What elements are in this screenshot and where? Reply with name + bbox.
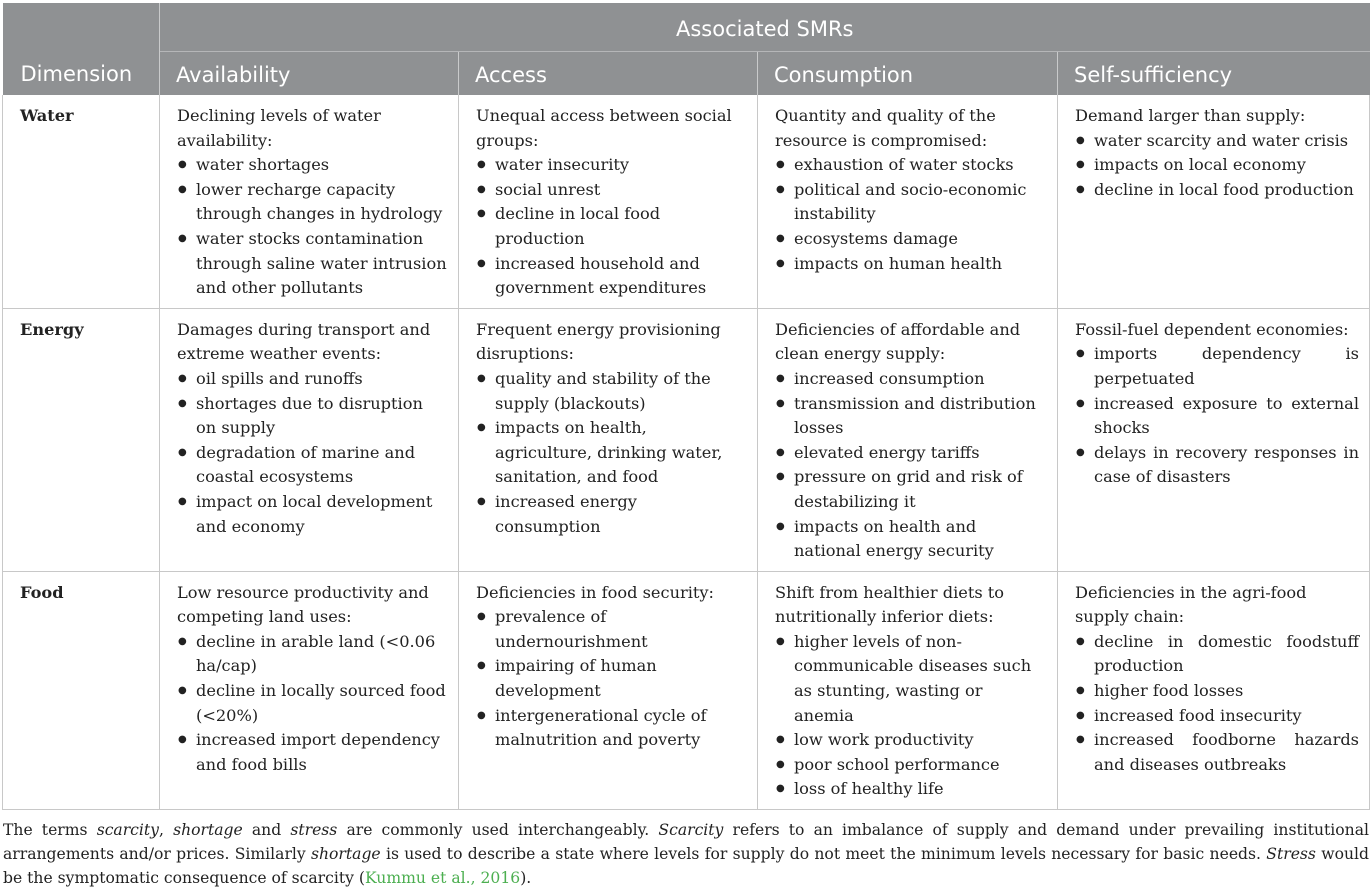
footnote-term: shortage <box>311 845 381 863</box>
list-item: ● impairing of human development <box>476 654 747 703</box>
list-item: ● increased food insecurity <box>1075 704 1359 729</box>
cell-intro: Deficiencies of affordable and clean energy supply: <box>775 319 1021 364</box>
header-availability: Availability <box>160 52 459 96</box>
header-access: Access <box>459 52 758 96</box>
list-item: ● loss of healthy life <box>775 777 1047 802</box>
cell-water-availability <box>160 95 459 308</box>
cell-intro: Fossil-fuel dependent economies: <box>1075 319 1349 339</box>
list-item: ● impact on local development and economy <box>177 490 448 539</box>
bullet-list <box>177 630 448 778</box>
table-footnote <box>3 818 1369 890</box>
list-item: ● higher food losses <box>1075 679 1359 704</box>
list-item: ● imports dependency is perpetuated <box>1075 342 1359 391</box>
list-item: ● low work productivity <box>775 728 1047 753</box>
cell-energy-self-sufficiency <box>1058 308 1370 571</box>
row-label-energy: Energy <box>3 308 160 571</box>
cell-intro: Deficiencies in the agri-food supply chain: <box>1075 582 1307 627</box>
row-label-food: Food <box>3 571 160 809</box>
footnote-text: ). <box>520 869 532 887</box>
list-item: ● increased consumption <box>775 367 1047 392</box>
bullet-list <box>1075 129 1359 203</box>
cell-energy-access <box>459 308 758 571</box>
cell-intro: Demand larger than supply: <box>1075 106 1306 125</box>
cell-intro: Quantity and quality of the resource is compromised: <box>775 106 996 150</box>
header-dimension: Dimension <box>3 3 160 95</box>
cell-intro: Deficiencies in food security: <box>476 582 715 602</box>
footnote-text: , <box>158 821 174 839</box>
footnote-term: shortage <box>173 821 243 839</box>
list-item: ● water shortages <box>177 153 448 178</box>
bullet-list <box>775 153 1047 276</box>
footnote-text: would be the symptomatic consequence of scarcity ( <box>3 845 1369 887</box>
footnote-text: The terms <box>3 821 97 839</box>
header-associated-smrs: Associated SMRs <box>160 3 1370 52</box>
list-item: ● ecosystems damage <box>775 227 1047 252</box>
cell-food-self-sufficiency <box>1058 571 1370 809</box>
cell-food-access <box>459 571 758 809</box>
list-item: ● increased exposure to external shocks <box>1075 392 1359 441</box>
list-item: ● decline in locally sourced food (<20%) <box>177 679 448 728</box>
footnote-term: Stress <box>1266 845 1316 863</box>
cell-intro: Unequal access between social groups: <box>476 106 732 150</box>
cell-intro: Low resource productivity and competing land uses: <box>177 582 429 627</box>
list-item: ● decline in local food production <box>1075 178 1359 203</box>
bullet-list <box>775 630 1047 802</box>
list-item: ● decline in arable land (<0.06 ha/cap) <box>177 630 448 679</box>
header-consumption: Consumption <box>758 52 1058 96</box>
list-item: ● poor school performance <box>775 753 1047 778</box>
footnote-text: is used to describe a state where levels for supply do not meet the minimum levels necessary for basic needs. <box>380 845 1267 863</box>
cell-water-consumption <box>758 95 1058 308</box>
header-self-sufficiency: Self-sufficiency <box>1058 52 1370 96</box>
table-row-water <box>3 95 1370 308</box>
bullet-list <box>177 367 448 539</box>
list-item: ● transmission and distribution losses <box>775 392 1047 441</box>
list-item: ● increased household and government expenditures <box>476 252 747 301</box>
list-item: ● pressure on grid and risk of destabilizing it <box>775 465 1047 514</box>
footnote-term: Scarcity <box>658 821 724 839</box>
list-item: ● impacts on health, agriculture, drinking water, sanitation, and food <box>476 416 747 490</box>
table-header <box>3 3 1370 95</box>
bullet-list <box>177 153 448 301</box>
list-item: ● delays in recovery responses in case of disasters <box>1075 441 1359 490</box>
table-row-energy <box>3 308 1370 571</box>
bullet-list <box>1075 630 1359 778</box>
smr-table-container <box>2 3 1369 810</box>
list-item: ● increased import dependency and food bills <box>177 728 448 777</box>
bullet-list <box>476 153 747 301</box>
list-item: ● water stocks contamination through saline water intrusion and other pollutants <box>177 227 448 301</box>
list-item: ● decline in local food production <box>476 202 747 251</box>
bullet-list <box>775 367 1047 564</box>
cell-intro: Damages during transport and extreme weather events: <box>177 319 431 364</box>
footnote-term: scarcity <box>96 821 159 839</box>
list-item: ● lower recharge capacity through changes in hydrology <box>177 178 448 227</box>
citation-link[interactable]: Kummu et al., 2016 <box>364 869 521 887</box>
list-item: ● exhaustion of water stocks <box>775 153 1047 178</box>
list-item: ● higher levels of non-communicable diseases such as stunting, wasting or anemia <box>775 630 1047 728</box>
list-item: ● shortages due to disruption on supply <box>177 392 448 441</box>
footnote-term: stress <box>290 821 338 839</box>
list-item: ● quality and stability of the supply (blackouts) <box>476 367 747 416</box>
list-item: ● political and socio-economic instability <box>775 178 1047 227</box>
cell-intro: Shift from healthier diets to nutritionally inferior diets: <box>775 582 1005 627</box>
list-item: ● water insecurity <box>476 153 747 178</box>
cell-food-availability <box>160 571 459 809</box>
list-item: ● prevalence of undernourishment <box>476 605 747 654</box>
list-item: ● impacts on human health <box>775 252 1047 277</box>
list-item: ● increased foodborne hazards and diseases outbreaks <box>1075 728 1359 777</box>
cell-food-consumption <box>758 571 1058 809</box>
cell-intro: Declining levels of water availability: <box>177 106 381 150</box>
list-item: ● social unrest <box>476 178 747 203</box>
list-item: ● oil spills and runoffs <box>177 367 448 392</box>
list-item: ● intergenerational cycle of malnutrition and poverty <box>476 704 747 753</box>
bullet-list <box>476 367 747 539</box>
list-item: ● impacts on local economy <box>1075 153 1359 178</box>
list-item: ● water scarcity and water crisis <box>1075 129 1359 154</box>
cell-water-self-sufficiency <box>1058 95 1370 308</box>
bullet-list <box>1075 342 1359 490</box>
table-row-food <box>3 571 1370 809</box>
bullet-list <box>476 605 747 753</box>
footnote-text: and <box>242 821 291 839</box>
list-item: ● elevated energy tariffs <box>775 441 1047 466</box>
row-label-water: Water <box>3 95 160 308</box>
list-item: ● decline in domestic foodstuff production <box>1075 630 1359 679</box>
cell-intro: Frequent energy provisioning disruptions: <box>476 319 721 364</box>
list-item: ● increased energy consumption <box>476 490 747 539</box>
cell-energy-consumption <box>758 308 1058 571</box>
footnote-text: refers to an imbalance of supply and demand under prevailing institutional arrangements and/or prices. Similarly <box>3 821 1369 863</box>
list-item: ● impacts on health and national energy security <box>775 515 1047 564</box>
smr-table <box>2 3 1370 810</box>
list-item: ● degradation of marine and coastal ecosystems <box>177 441 448 490</box>
cell-energy-availability <box>160 308 459 571</box>
cell-water-access <box>459 95 758 308</box>
footnote-text: are commonly used interchangeably. <box>337 821 659 839</box>
